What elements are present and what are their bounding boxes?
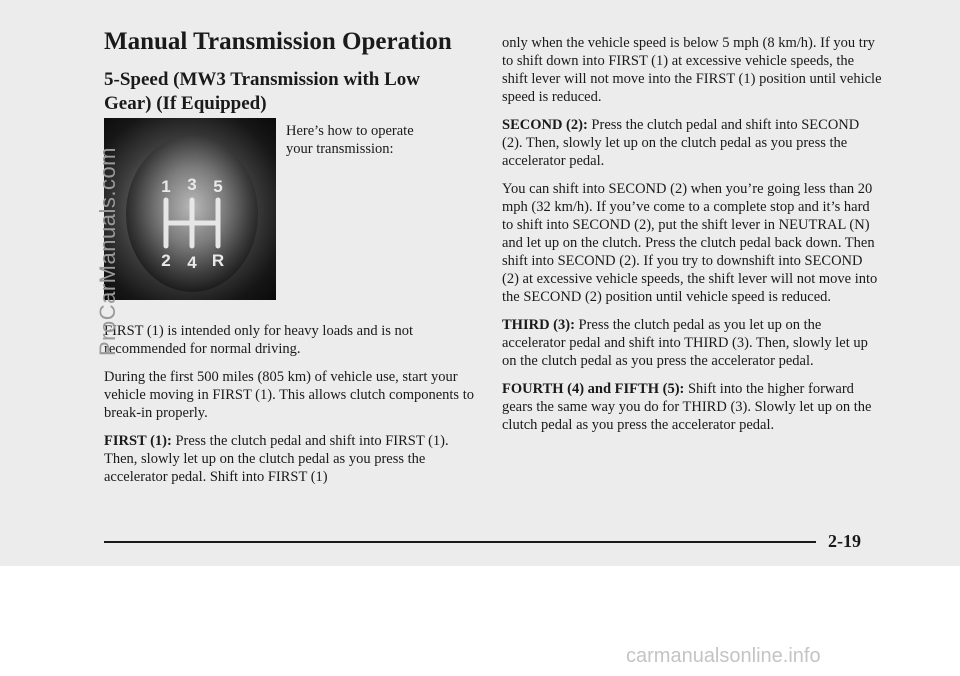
gear-label-r: R — [211, 251, 225, 270]
intro-text: Here’s how to operate your transmission: — [286, 123, 414, 157]
page-title: Manual Transmission Operation — [104, 28, 452, 55]
shift-knob-image — [104, 118, 276, 300]
gear-label-4: 4 — [187, 253, 197, 272]
paragraph: During the first 500 miles (805 km) of vehicle use, start your vehicle moving in FIRST (1). This allows clutch components to break-in properly. — [104, 369, 474, 421]
right-column — [502, 34, 882, 444]
paragraph: THIRD (3): Press the clutch pedal as you let up on the accelerator pedal and shift into THIRD (3). Then, slowly let up on the clutch pedal as you press the accelerator pedal. — [502, 317, 868, 369]
paragraph: SECOND (2): Press the clutch pedal and shift into SECOND (2). Then, slowly let up on the clutch pedal as you press the accelerator pedal. — [502, 117, 860, 169]
section-subtitle: 5-Speed (MW3 Transmission with Low Gear) (If Equipped) — [104, 69, 420, 114]
footer-rule — [104, 541, 816, 543]
fourth-fifth-gear-label: FOURTH (4) and FIFTH (5): — [502, 381, 685, 397]
third-gear-label: THIRD (3): — [502, 317, 575, 333]
paragraph: only when the vehicle speed is below 5 mph (8 km/h). If you try to shift down into FIRST (1) at excessive vehicle speeds, the shift lever will not move into the FIRST (1) position until vehicle speed is reduced. — [502, 35, 882, 105]
paragraph: FOURTH (4) and FIFTH (5): Shift into the higher forward gears the same way you do for THIRD (3). Slowly let up on the clutch pedal as you press the accelerator pedal. — [502, 381, 872, 433]
shift-knob-photo — [104, 118, 276, 300]
gear-label-1: 1 — [161, 177, 171, 196]
page-number: 2-19 — [828, 531, 861, 551]
paragraph: FIRST (1) is intended only for heavy loads and is not recommended for normal driving. — [104, 323, 414, 357]
gear-label-3: 3 — [187, 175, 197, 194]
first-gear-label: FIRST (1): — [104, 433, 172, 449]
second-gear-label: SECOND (2): — [502, 117, 588, 133]
footer-site-link[interactable]: carmanualsonline.info — [626, 645, 821, 667]
watermark: ProCarManuals.com — [95, 146, 120, 356]
gear-label-5: 5 — [213, 177, 223, 196]
gear-label-2: 2 — [161, 251, 171, 270]
paragraph: FIRST (1): Press the clutch pedal and shift into FIRST (1). Then, slowly let up on the clutch pedal as you press the accelerator pedal. Shift into FIRST (1) — [104, 433, 449, 485]
left-column — [104, 322, 484, 496]
paragraph: You can shift into SECOND (2) when you’re going less than 20 mph (32 km/h). If you’ve come to a complete stop and it’s hard to shift into SECOND (2), put the shift lever in NEUTRAL (N) and let up on the clutch. Press the clutch pedal back down. Then shift into SECOND (2). If you try to downshift into SECOND (2) at excessive vehicle speeds, the shift lever will not move into the SECOND (2) position until vehicle speed is reduced. — [502, 181, 878, 305]
